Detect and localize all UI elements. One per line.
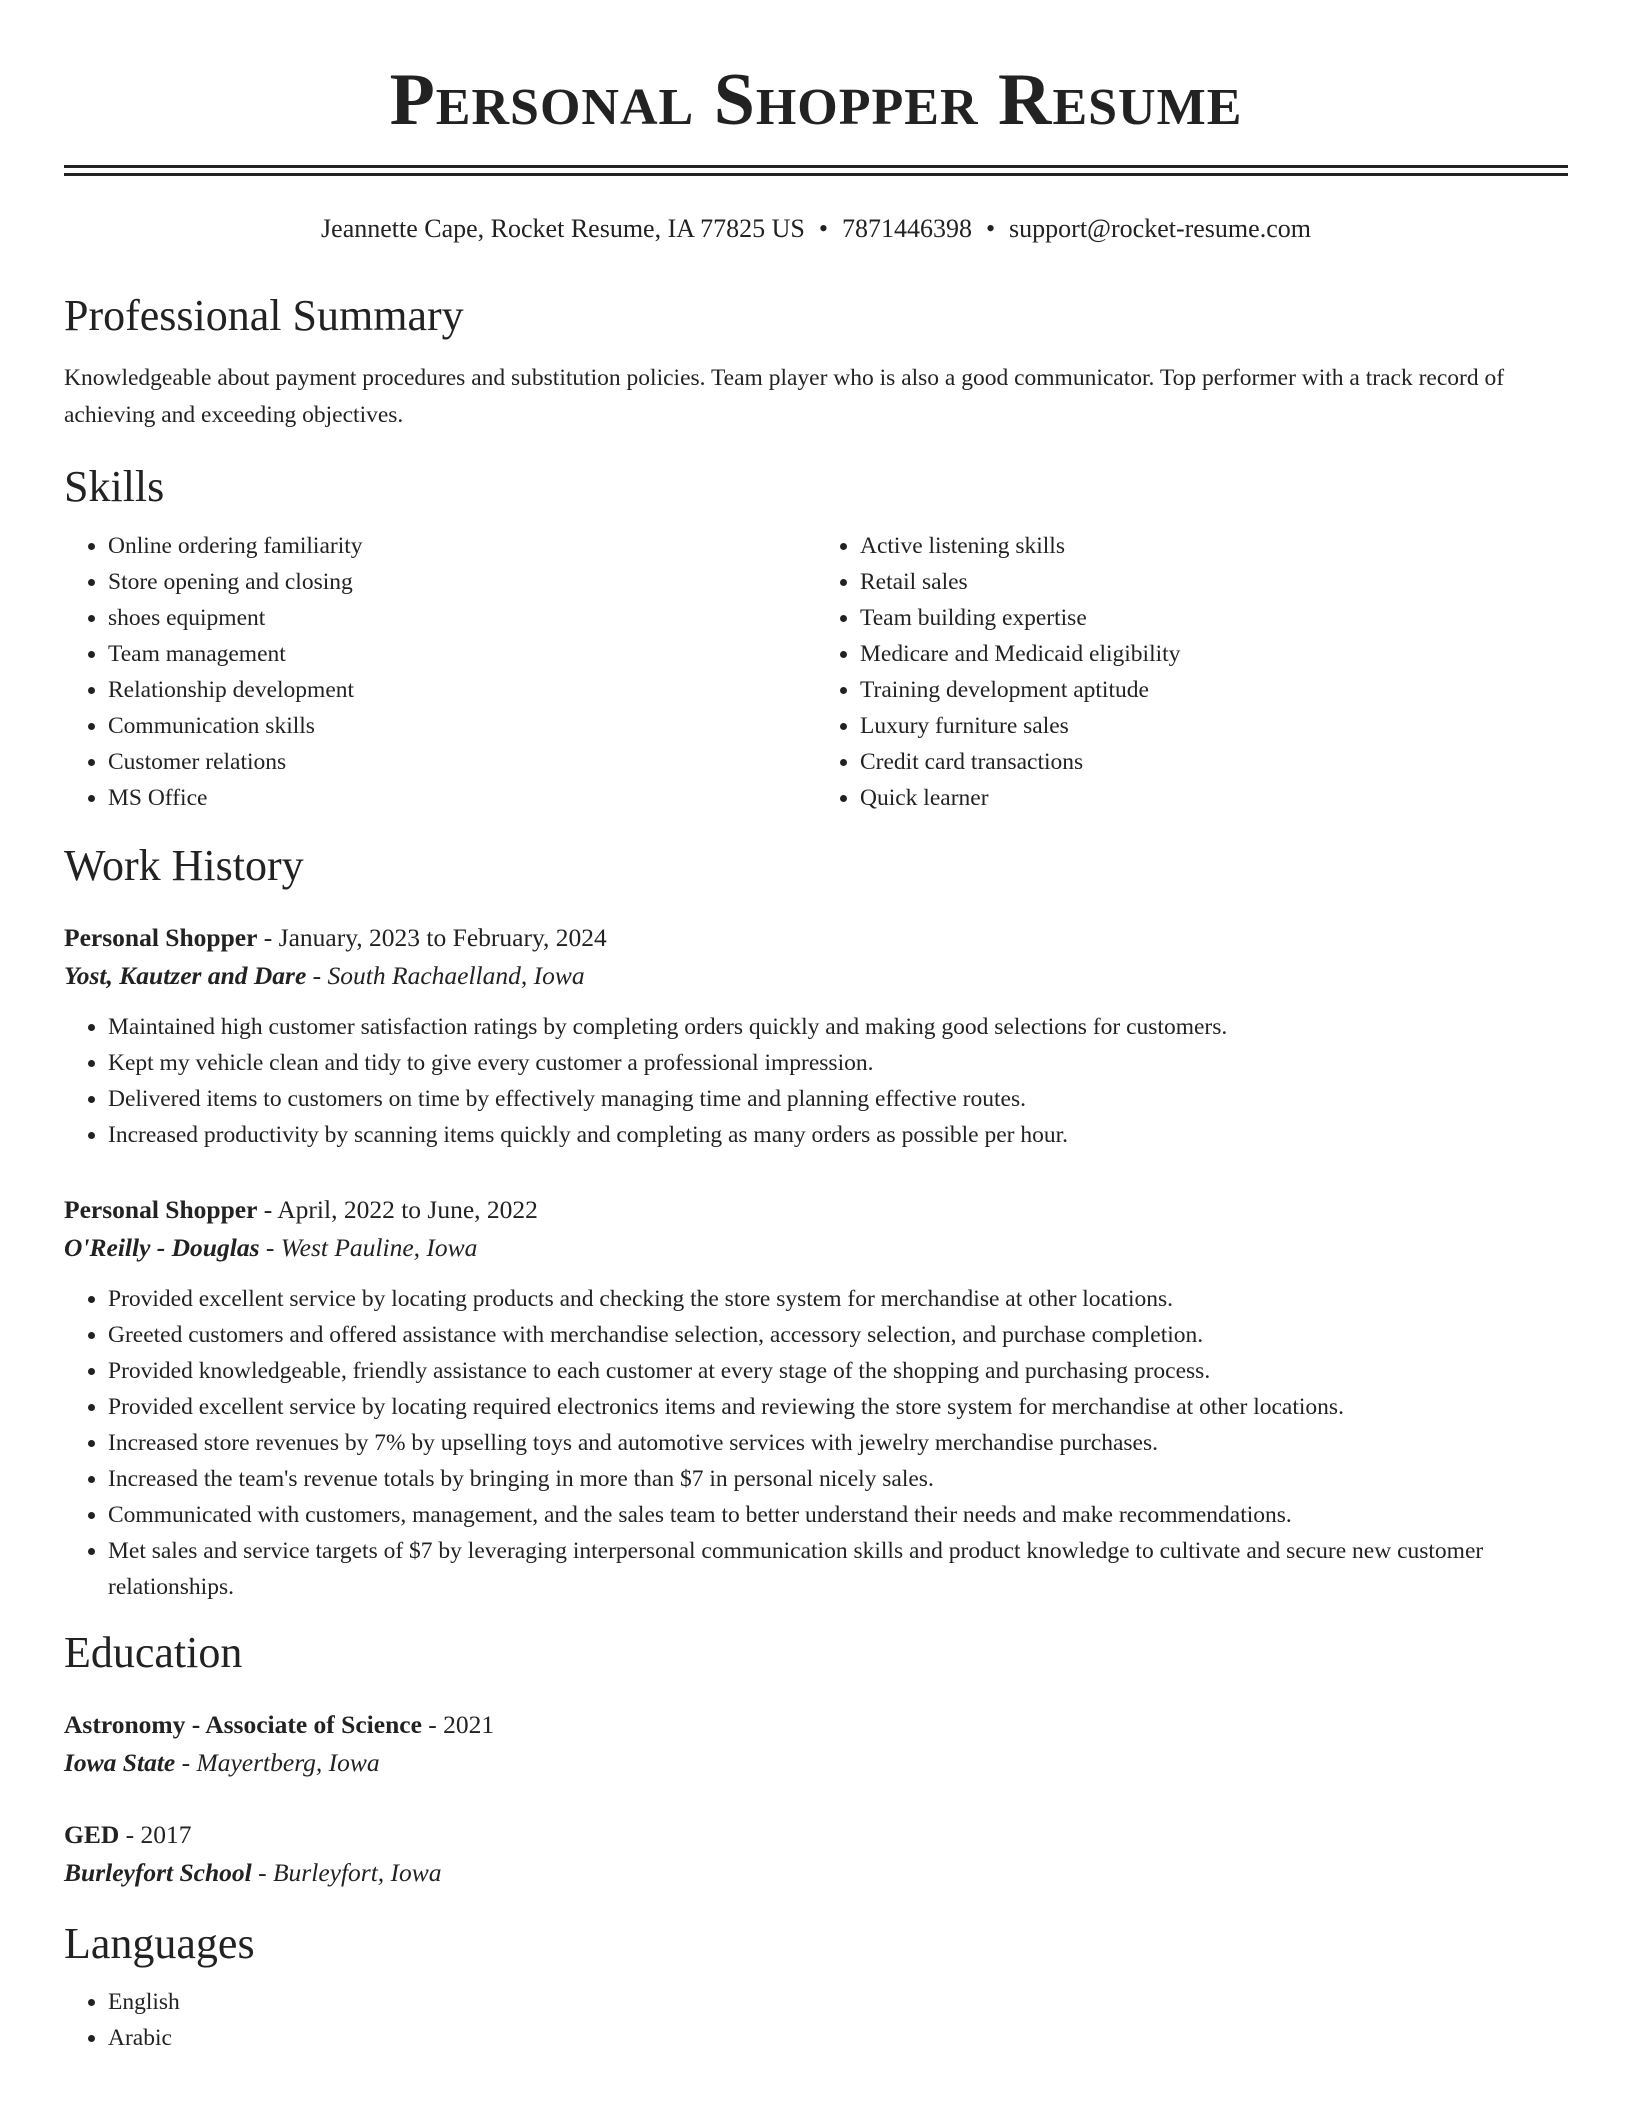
skill-item: • Luxury furniture sales [860, 708, 1568, 744]
job-company-line [64, 957, 1568, 995]
degree-line [64, 1816, 1568, 1854]
school-location: Burleyfort, Iowa [272, 1857, 442, 1887]
skill-item: • Communication skills [108, 708, 816, 744]
skill-item: • Credit card transactions [860, 744, 1568, 780]
summary-text: Knowledgeable about payment procedures and substitution policies. Team player who is also a good communicator. Top performer with a track record of achieving and exceeding objectives. [64, 365, 1505, 428]
education-entry [64, 1816, 1568, 1892]
job-bullet: • Provided knowledgeable, friendly assistance to each customer at every stage of the shopping and purchasing process. [108, 1353, 1568, 1389]
job-dates: April, 2022 to June, 2022 [277, 1194, 538, 1224]
contact-line [64, 212, 1568, 246]
job-bullets [64, 1009, 1568, 1153]
skill-item: • Retail sales [860, 564, 1568, 600]
job-title: Personal Shopper [64, 922, 258, 952]
dash: - [175, 1747, 197, 1777]
job-bullet: • Greeted customers and offered assistance with merchandise selection, accessory selection, and purchase completion. [108, 1317, 1568, 1353]
dash: - [119, 1819, 141, 1849]
languages-heading: Languages [64, 1918, 255, 1968]
job-bullet: • Provided excellent service by locating products and checking the store system for merchandise at other locations. [108, 1281, 1568, 1317]
job-bullet: • Increased productivity by scanning items quickly and completing as many orders as possible per hour. [108, 1117, 1568, 1153]
work-history-heading: Work History [64, 841, 304, 891]
contact-phone: 7871446398 [841, 213, 972, 243]
degree-year: 2017 [140, 1819, 192, 1849]
degree: GED [64, 1819, 120, 1849]
skill-item: • Training development aptitude [860, 672, 1568, 708]
dash: - [251, 1857, 273, 1887]
skill-item: • Active listening skills [860, 528, 1568, 564]
skills-columns [64, 528, 1568, 816]
job-company-line [64, 1229, 1568, 1267]
job-bullet: • Delivered items to customers on time by effectively managing time and planning effective routes. [108, 1081, 1568, 1117]
job-entry [64, 1191, 1568, 1605]
contact-separator: • [985, 213, 996, 243]
school-line [64, 1744, 1568, 1782]
degree-year: 2021 [443, 1709, 495, 1739]
contact-separator: • [818, 213, 828, 243]
skill-item: • Medicare and Medicaid eligibility [860, 636, 1568, 672]
job-bullet: • Increased store revenues by 7% by upselling toys and automotive services with jewelry merchandise purchases. [108, 1425, 1568, 1461]
resume-page [64, 0, 1568, 2056]
education-heading: Education [64, 1627, 243, 1677]
skills-right-list [816, 528, 1568, 816]
job-location: South Rachaelland, Iowa [327, 960, 585, 990]
resume-title: Personal Shopper Resume [389, 59, 1243, 141]
title-divider [64, 165, 1568, 176]
job-location: West Pauline, Iowa [280, 1232, 478, 1262]
skill-item: • shoes equipment [108, 600, 816, 636]
dash: - [257, 922, 279, 952]
job-company: O'Reilly - Douglas [64, 1232, 260, 1262]
skill-item: • Relationship development [108, 672, 816, 708]
job-entry [64, 919, 1568, 1153]
skills-left-list [64, 528, 816, 816]
dash: - [257, 1194, 278, 1224]
skill-item: • Online ordering familiarity [108, 528, 816, 564]
degree-line [64, 1706, 1568, 1744]
degree: Astronomy - Associate of Science [64, 1709, 422, 1739]
dash: - [259, 1232, 281, 1262]
summary-heading: Professional Summary [64, 290, 464, 340]
job-title-line [64, 919, 1568, 957]
job-bullet: • Communicated with customers, management, and the sales team to better understand their needs and make recommendations. [108, 1497, 1568, 1533]
job-bullets [64, 1281, 1568, 1605]
job-title-line [64, 1191, 1568, 1229]
contact-email: support@rocket-resume.com [1009, 213, 1311, 243]
skill-item: • Quick learner [860, 780, 1568, 816]
language-item: • English [108, 1984, 1568, 2020]
job-company: Yost, Kautzer and Dare [64, 960, 307, 990]
skill-item: • MS Office [108, 780, 816, 816]
job-dates: January, 2023 to February, 2024 [278, 922, 607, 952]
job-title: Personal Shopper [64, 1194, 258, 1224]
dash: - [306, 960, 328, 990]
skill-item: • Customer relations [108, 744, 816, 780]
job-bullet: • Provided excellent service by locating required electronics items and reviewing the store system for merchandise at other locations. [108, 1389, 1568, 1425]
education-entry [64, 1706, 1568, 1782]
job-bullet: • Increased the team's revenue totals by bringing in more than $7 in personal nicely sales. [108, 1461, 1568, 1497]
school-location: Mayertberg, Iowa [196, 1747, 380, 1777]
contact-address: Jeannette Cape, Rocket Resume, IA 77825 US [321, 213, 805, 243]
job-bullet: • Kept my vehicle clean and tidy to give every customer a professional impression. [108, 1045, 1568, 1081]
skill-item: • Store opening and closing [108, 564, 816, 600]
school-line [64, 1854, 1568, 1892]
job-bullet: • Maintained high customer satisfaction ratings by completing orders quickly and making good selections for customers. [108, 1009, 1568, 1045]
skills-heading: Skills [64, 462, 165, 512]
dash: - [421, 1709, 444, 1739]
skill-item: • Team building expertise [860, 600, 1568, 636]
school: Iowa State [64, 1747, 176, 1777]
school: Burleyfort School [64, 1857, 252, 1887]
skill-item: • Team management [108, 636, 816, 672]
job-bullet: • Met sales and service targets of $7 by leveraging interpersonal communication skills and product knowledge to cultivate and secure new customer relationships. [108, 1533, 1568, 1605]
languages-list [64, 1984, 1568, 2056]
language-item: • Arabic [108, 2020, 1568, 2056]
